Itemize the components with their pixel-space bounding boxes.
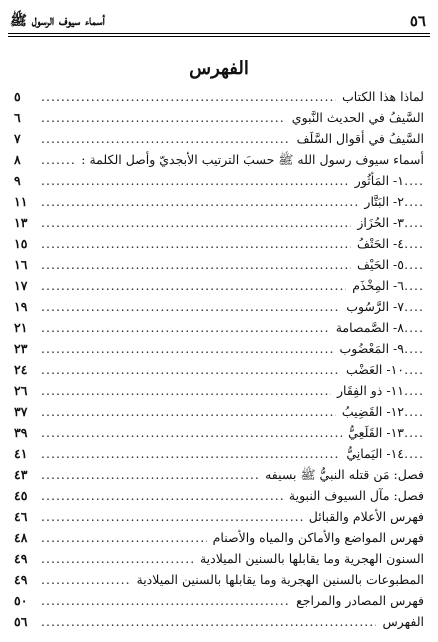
toc-entry-page: ٧ [14,128,40,149]
toc-entry-page: ٣٧ [14,401,40,422]
toc-entry [14,359,424,380]
toc-entry [14,422,424,443]
toc-entry-label: السَّيفُ في أقوال السَّلَف [291,128,424,149]
toc-entry [14,527,424,548]
toc-entry-label: ٨- الصَّمصامة [330,317,404,338]
toc-entry-label: ١٠- العَضْب [340,359,404,380]
toc-entry [14,464,424,485]
toc-entry-page: ٦ [14,107,40,128]
toc-entry [14,191,424,212]
toc-entry-page: ٤٨ [14,527,40,548]
toc-entry-label: ١٢- القَضِيبُ [336,401,404,422]
toc-entry-label: ٢- البَتَّار [358,191,404,212]
page-number: ٥٦ [409,12,426,30]
toc-entry-page: ٩ [14,170,40,191]
toc-entry-page: ٨ [14,149,40,170]
toc-entry-label: السنون الهجرية وما يقابلها بالسنين الميلادية [194,548,424,569]
toc-entry-label: الفهرس [376,611,424,632]
toc-entry [14,506,424,527]
toc-entry-page: ٤١ [14,443,40,464]
toc-entry-label: السَّيفُ في الحديث النَّبوي [286,107,424,128]
toc-entry-page: ١٣ [14,212,40,233]
toc-entry [14,86,424,107]
toc-entry-label: ٣- الحُزَاز [351,212,404,233]
toc-entry [14,254,424,275]
toc-entry-page: ٣٩ [14,422,40,443]
toc-entry-label: المطبوعات بالسنين الهجرية وما يقابلها بالسنين الميلادية [131,569,425,590]
toc-entry [14,296,424,317]
toc-entry-page: ٢١ [14,317,40,338]
toc-entry-label: ٥- الحَيْف [351,254,404,275]
toc-entry [14,107,424,128]
toc-entry-page: ٤٣ [14,464,40,485]
running-title: أسماء سيوف الرسول ﷺ [10,13,105,29]
toc-entry [14,590,424,611]
toc-entry-page: ١٩ [14,296,40,317]
toc-entry-label: ٦- المِخْذَم [346,275,404,296]
toc-entry [14,569,424,590]
toc-entry-page: ٤٩ [14,569,40,590]
toc-entry [14,443,424,464]
toc-entry-page: ٤٦ [14,506,40,527]
toc-entry-label: فصل: مَن قتله النبيُّ ﷺ بسيفه [259,464,424,485]
toc-entry-page: ١١ [14,191,40,212]
toc-entry-page: ٢٦ [14,380,40,401]
toc-entry-page: ١٦ [14,254,40,275]
toc-entry-page: ١٧ [14,275,40,296]
toc-entry-page: ١٥ [14,233,40,254]
toc-entry-label: فهرس الأعلام والقبائل [303,506,424,527]
toc-entry [14,275,424,296]
toc-entry [14,380,424,401]
toc-entry-page: ٥٠ [14,590,40,611]
toc-entry [14,317,424,338]
toc-entry-label: فهرس المصادر والمراجع [290,590,424,611]
leader-dots [38,611,424,632]
toc-title: الفهرس [189,58,249,79]
header-rule-secondary [8,36,430,37]
toc-entry-label: ٩- المَعْضُوب [333,338,404,359]
toc-entry-label: ٤- الحَتْفُ [351,233,404,254]
toc-entry-label: ١٣- القَلَعِيُّ [342,422,404,443]
toc-entry-page: ٢٤ [14,359,40,380]
toc-entry-label: أسماء سيوف رسول الله ﷺ حسبَ الترتيب الأبجديّ وأصل الكلمة : [75,149,424,170]
toc-entry [14,611,424,632]
toc-entry [14,149,424,170]
toc-entry [14,128,424,149]
header-rule [8,33,430,34]
toc-entry-page: ٤٥ [14,485,40,506]
toc-entry [14,338,424,359]
toc-entry [14,170,424,191]
toc-entry-label: ٧- الرَّسُوب [340,296,404,317]
toc-entry-page: ٤٩ [14,548,40,569]
toc-entry-page: ٥ [14,86,40,107]
page-header [10,12,428,34]
toc-entry [14,485,424,506]
toc-entry-label: ١- المَأثُور [349,170,404,191]
toc-entry [14,548,424,569]
toc-entry [14,212,424,233]
toc-entry [14,401,424,422]
toc-entry-label: فهرس المواضع والأماكن والمياه والأصنام [207,527,424,548]
toc-entry-label: فصل: مآل السيوف النبوية [283,485,424,506]
toc-list [14,86,424,632]
toc-entry-label: ١٤- اليَمانِيُّ [340,443,404,464]
toc-entry-label: لماذا هذا الكتاب [336,86,424,107]
toc-entry-page: ٢٣ [14,338,40,359]
toc-entry [14,233,424,254]
toc-entry-page: ٥٦ [14,611,40,632]
toc-entry-label: ١١- ذو الفِقَار [331,380,404,401]
